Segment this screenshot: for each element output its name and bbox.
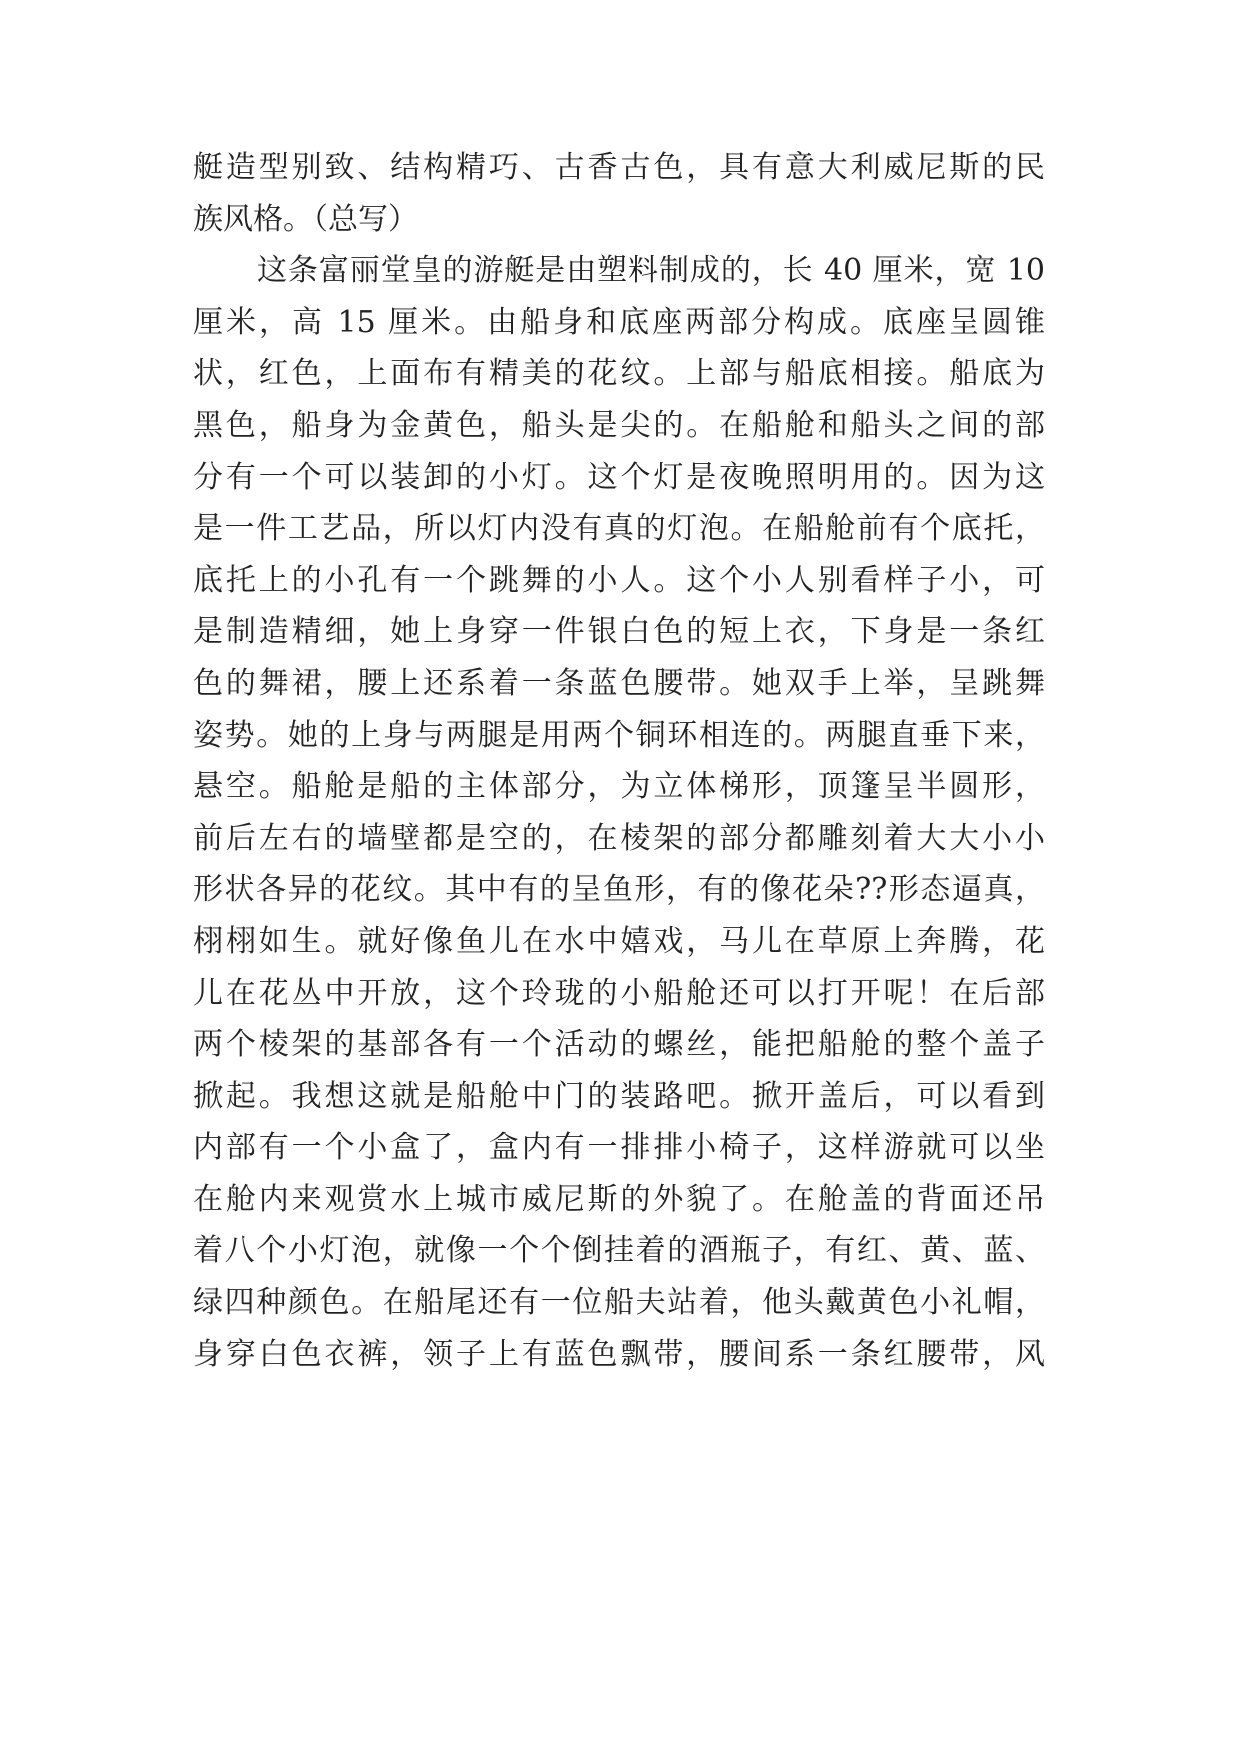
- text-line: 是制造精细，她上身穿一件银白色的短上衣，下身是一条红: [193, 614, 1045, 650]
- text-line: 形状各异的花纹。其中有的呈鱼形，有的像花朵??形态逼真，: [193, 872, 1045, 908]
- text-line: 着八个小灯泡，就像一个个倒挂着的酒瓶子，有红、黄、蓝、: [193, 1233, 1045, 1269]
- text-line: 儿在花丛中开放，这个玲珑的小船舱还可以打开呢！在后部: [193, 975, 1045, 1011]
- text-line: 色的舞裙，腰上还系着一条蓝色腰带。她双手上举，呈跳舞: [193, 665, 1045, 701]
- text-line: 在舱内来观赏水上城市威尼斯的外貌了。在舱盖的背面还吊: [193, 1181, 1045, 1217]
- body-text: [193, 142, 1045, 1380]
- text-line: 底托上的小孔有一个跳舞的小人。这个小人别看样子小，可: [193, 562, 1045, 598]
- text-line: 栩栩如生。就好像鱼儿在水中嬉戏，马儿在草原上奔腾，花: [193, 923, 1045, 959]
- paragraph-first-line: 这条富丽堂皇的游艇是由塑料制成的，长 40 厘米，宽 10: [257, 253, 1045, 289]
- text-line: 状，红色，上面布有精美的花纹。上部与船底相接。船底为: [193, 356, 1045, 392]
- text-line: 分有一个可以装卸的小灯。这个灯是夜晚照明用的。因为这: [193, 459, 1045, 495]
- text-line: 前后左右的墙壁都是空的，在棱架的部分都雕刻着大大小小: [193, 820, 1045, 856]
- text-line: 内部有一个小盒了，盒内有一排排小椅子，这样游就可以坐: [193, 1130, 1045, 1166]
- text-line: 姿势。她的上身与两腿是用两个铜环相连的。两腿直垂下来，: [193, 717, 1045, 753]
- text-line: 两个棱架的基部各有一个活动的螺丝，能把船舱的整个盖子: [193, 1027, 1045, 1063]
- text-line: 悬空。船舱是船的主体部分，为立体梯形，顶篷呈半圆形，: [193, 769, 1045, 805]
- text-line: 族风格。（总写）: [193, 201, 418, 237]
- text-line: 掀起。我想这就是船舱中门的装路吧。掀开盖后，可以看到: [193, 1078, 1045, 1114]
- text-line: 是一件工艺品，所以灯内没有真的灯泡。在船舱前有个底托，: [193, 511, 1045, 547]
- text-line: 绿四种颜色。在船尾还有一位船夫站着，他头戴黄色小礼帽，: [193, 1285, 1045, 1321]
- text-line: 厘米，高 15 厘米。由船身和底座两部分构成。底座呈圆锥: [193, 304, 1045, 340]
- text-line: 身穿白色衣裤，领子上有蓝色飘带，腰间系一条红腰带，风: [193, 1336, 1045, 1372]
- text-line: 艇造型别致、结构精巧、古香古色，具有意大利威尼斯的民: [193, 150, 1045, 185]
- text-line: 黑色，船身为金黄色，船头是尖的。在船舱和船头之间的部: [193, 407, 1045, 443]
